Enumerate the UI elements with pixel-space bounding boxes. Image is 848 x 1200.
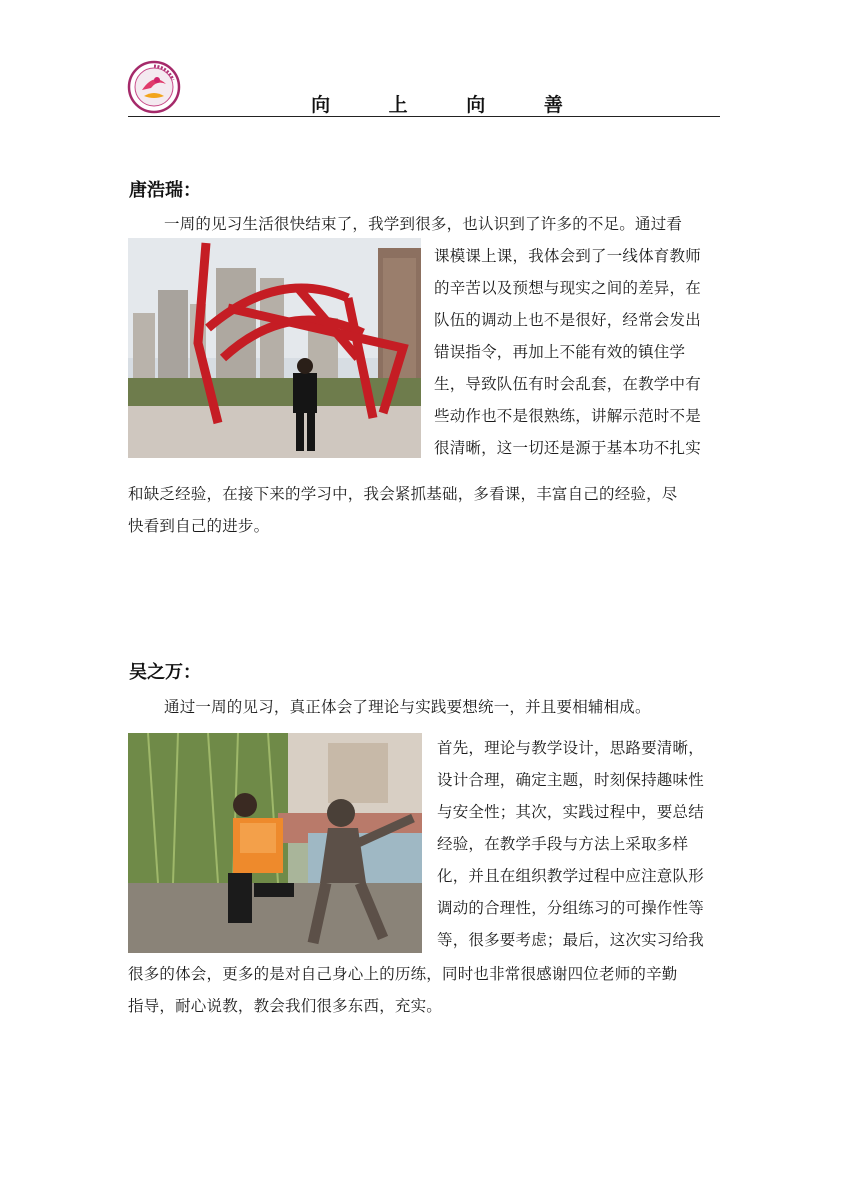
text-line: 化，并且在组织教学过程中应注意队形	[437, 867, 704, 885]
text-line: 设计合理，确定主题，时刻保持趣味性	[437, 771, 704, 789]
section-2-tail-text	[128, 958, 724, 1022]
header-divider	[128, 116, 720, 117]
text-line: 的辛苦以及预想与现实之间的差异，在	[434, 279, 701, 297]
page-header-title: 向 上 向 善	[311, 94, 589, 116]
text-line: 经验，在教学手段与方法上采取多样	[437, 835, 689, 853]
text-line: 首先，理论与教学设计，思路要清晰，	[437, 739, 704, 757]
section-2-first-line: 通过一周的见习，真正体会了理论与实践要想统一，并且要相辅相成。	[164, 698, 651, 716]
text-line: 生，导致队伍有时会乱套，在教学中有	[434, 375, 701, 393]
text-line: 课模课上课，我体会到了一线体育教师	[434, 247, 701, 265]
text-line: 调动的合理性，分组练习的可操作性等	[437, 899, 704, 917]
photo-red-sculpture	[128, 238, 421, 458]
section-2-side-text	[437, 732, 727, 956]
text-line: 队伍的调动上也不是很好，经常会发出	[434, 311, 701, 329]
student-name: 吴之万：	[129, 662, 201, 683]
text-line: 快看到自己的进步。	[128, 517, 270, 535]
student-name: 唐浩瑞：	[129, 180, 201, 201]
text-line: 指导，耐心说教，教会我们很多东西，充实。	[128, 997, 443, 1015]
text-line: 很多的体会，更多的是对自己身心上的历练，同时也非常很感谢四位老师的辛勤	[128, 965, 678, 983]
section-1-first-line: 一周的见习生活很快结束了，我学到很多，也认识到了许多的不足。通过看	[164, 215, 683, 233]
text-line: 与安全性；其次，实践过程中，要总结	[437, 803, 704, 821]
text-line: 些动作也不是很熟练，讲解示范时不是	[434, 407, 701, 425]
section-1-tail-text	[128, 478, 724, 542]
text-line: 等，很多要考虑；最后，这次实习给我	[437, 931, 704, 949]
text-line: 和缺乏经验，在接下来的学习中，我会紧抓基础，多看课，丰富自己的经验，尽	[128, 485, 678, 503]
section-1-side-text	[434, 240, 724, 464]
text-line: 很清晰，这一切还是源于基本功不扎实	[434, 439, 701, 457]
text-line: 错误指令，再加上不能有效的镇住学	[434, 343, 686, 361]
photo-bronze-statue	[128, 733, 422, 953]
